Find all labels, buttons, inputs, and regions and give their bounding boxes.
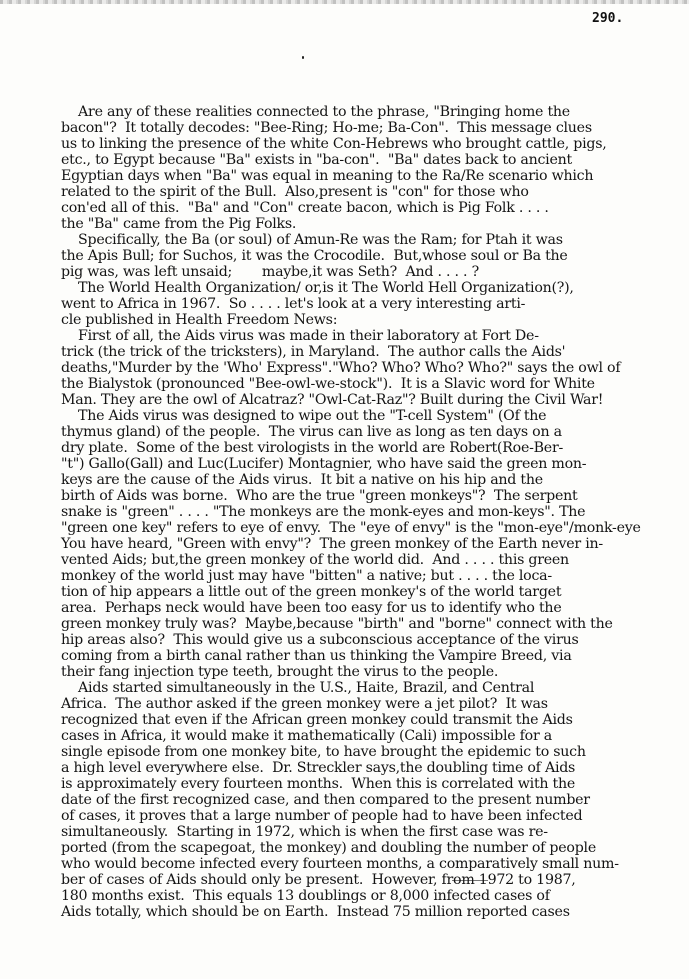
text-line: who would become infected every fourteen months, a comparatively small num-: [61, 856, 619, 872]
text-line: Are any of these realities connected to the phrase, "Bringing home the: [61, 104, 570, 120]
text-line: the "Ba" came from the Pig Folks.: [61, 216, 297, 232]
text-line: the Bialystok (pronounced "Bee-owl-we-stock"). It is a Slavic word for White: [61, 376, 595, 392]
text-line: pig was, was left unsaid; maybe,it was Seth? And . . . . ?: [61, 264, 479, 280]
text-line: related to the spirit of the Bull. Also,present is "con" for those who: [61, 184, 529, 200]
text-line: keys are the cause of the Aids virus. It bit a native on his hip and the: [61, 472, 543, 488]
text-line: a high level everywhere else. Dr. Streckler says,the doubling time of Aids: [61, 760, 576, 776]
text-line: single episode from one monkey bite, to have brought the epidemic to such: [61, 744, 586, 760]
text-line: dry plate. Some of the best virologists in the world are Robert(Roe-Ber-: [61, 440, 564, 456]
text-line: "green one key" refers to eye of envy. The "eye of envy" is the "mon-eye"/monk-eye: [61, 520, 641, 536]
text-line: Specifically, the Ba (or soul) of Amun-Re was the Ram; for Ptah it was: [61, 232, 563, 248]
text-line: cle published in Health Freedom News:: [61, 312, 338, 328]
text-line: green monkey truly was? Maybe,because "birth" and "borne" connect with the: [61, 616, 613, 632]
text-line: First of all, the Aids virus was made in their laboratory at Fort De-: [61, 328, 539, 344]
text-line: snake is "green" . . . . "The monkeys are the monk-eyes and mon-keys". The: [61, 504, 586, 520]
text-line: Man. They are the owl of Alcatraz? "Owl-Cat-Raz"? Built during the Civil War!: [61, 392, 604, 408]
text-line: cases in Africa, it would make it mathematically (Cali) impossible for a: [61, 728, 552, 744]
text-line: bacon"? It totally decodes: "Bee-Ring; Ho-me; Ba-Con". This message clues: [61, 120, 592, 136]
text-line: hip areas also? This would give us a subconscious acceptance of the virus: [61, 632, 579, 648]
text-line: coming from a birth canal rather than us thinking the Vampire Breed, via: [61, 648, 572, 664]
text-line: went to Africa in 1967. So . . . . let's look at a very interesting arti-: [61, 296, 526, 312]
text-line: area. Perhaps neck would have been too easy for us to identify who the: [61, 600, 562, 616]
text-line: monkey of the world just may have "bitten" a native; but . . . . the loca-: [61, 568, 552, 584]
text-line: Africa. The author asked if the green monkey were a jet pilot? It was: [61, 696, 548, 712]
text-line: of cases, it proves that a large number of people had to have been infected: [61, 808, 583, 824]
text-line: trick (the trick of the tricksters), in Maryland. The author calls the Aids': [61, 344, 566, 360]
text-line: etc., to Egypt because "Ba" exists in "ba-con". "Ba" dates back to ancient: [61, 152, 572, 168]
text-line: 180 months exist. This equals 13 doublings or 8,000 infected cases of: [61, 888, 550, 904]
text-line: The World Health Organization/ or,is it The World Hell Organization(?),: [61, 280, 574, 296]
text-line: date of the first recognized case, and then compared to the present number: [61, 792, 590, 808]
text-line: deaths,"Murder by the 'Who' Express"."Who? Who? Who? Who?" says the owl of: [61, 360, 621, 376]
text-line: ported (from the scapegoat, the monkey) and doubling the number of people: [61, 840, 596, 856]
text-line: the Apis Bull; for Suchos, it was the Crocodile. But,whose soul or Ba the: [61, 248, 568, 264]
text-line: recognized that even if the African green monkey could transmit the Aids: [61, 712, 573, 728]
text-line: Aids totally, which should be on Earth. Instead 75 million reported cases: [61, 904, 570, 920]
text-line: Egyptian days when "Ba" was equal in meaning to the Ra/Re scenario which: [61, 168, 594, 184]
text-line: birth of Aids was borne. Who are the true "green monkeys"? The serpent: [61, 488, 578, 504]
text-line: ber of cases of Aids should only be present. However, from 1972 to 1987,: [61, 872, 576, 888]
text-line: us to linking the presence of the white Con-Hebrews who brought cattle, pigs,: [61, 136, 607, 152]
text-line: is approximately every fourteen months. When this is correlated with the: [61, 776, 576, 792]
text-line: their fang injection type teeth, brought the virus to the people.: [61, 664, 499, 680]
text-line: You have heard, "Green with envy"? The green monkey of the Earth never in-: [61, 536, 603, 552]
text-line: Aids started simultaneously in the U.S., Haite, Brazil, and Central: [61, 680, 535, 696]
text-line: "t") Gallo(Gall) and Luc(Lucifer) Montagnier, who have said the green mon-: [61, 456, 587, 472]
text-line: simultaneously. Starting in 1972, which is when the first case was re-: [61, 824, 548, 840]
text-line: thymus gland) of the people. The virus can live as long as ten days on a: [61, 424, 562, 440]
text-line: vented Aids; but,the green monkey of the world did. And . . . . this green: [61, 552, 569, 568]
page-number: 290.: [592, 11, 624, 26]
text-line: tion of hip appears a little out of the green monkey's of the world target: [61, 584, 562, 600]
text-line: con'ed all of this. "Ba" and "Con" create bacon, which is Pig Folk . . . .: [61, 200, 549, 216]
text-line: The Aids virus was designed to wipe out the "T-cell System" (Of the: [61, 408, 547, 424]
